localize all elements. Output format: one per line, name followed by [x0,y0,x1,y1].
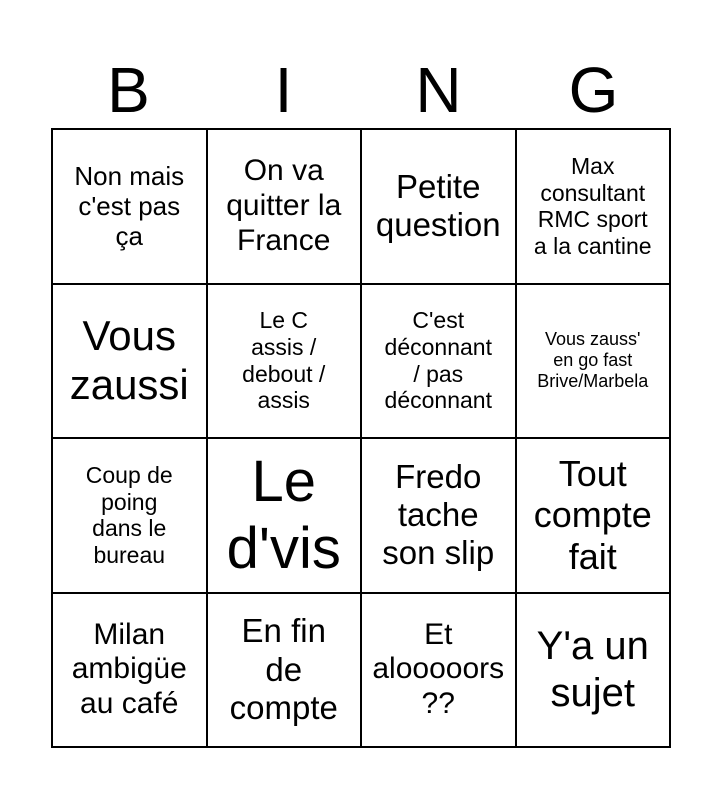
cell-text: Max consultant RMC sport a la cantine [533,152,652,259]
cell-text: Le C assis / debout / assis [242,307,326,414]
cell-text: Fredo tache son slip [382,457,495,572]
bingo-grid [51,128,671,748]
bingo-cell-r2c1[interactable] [52,284,207,439]
bingo-cell-r2c4[interactable] [516,284,671,439]
bingo-cell-r2c3[interactable] [361,284,516,439]
bingo-cell-r4c4[interactable] [516,593,671,748]
bingo-cell-r4c2[interactable] [207,593,362,748]
cell-text: Coup de poing dans le bureau [85,461,173,568]
cell-text: Non mais c'est pas ça [74,161,185,252]
cell-text: Le d'vis [226,448,341,582]
bingo-cell-r3c4[interactable] [516,438,671,593]
cell-text: Vous zauss' en go fast Brive/Marbela [537,329,649,392]
bingo-cell-r4c3[interactable] [361,593,516,748]
bingo-cell-r2c2[interactable] [207,284,362,439]
cell-text: Y'a un sujet [536,624,649,715]
bingo-cell-r3c2[interactable] [207,438,362,593]
header-letter-n: N [415,54,462,126]
bingo-cell-r1c1[interactable] [52,129,207,284]
bingo-cell-r3c1[interactable] [52,438,207,593]
header-letter-b: B [107,54,150,126]
cell-text: En fin de compte [229,612,338,726]
cell-text: On va quitter la France [226,154,342,257]
cell-text: C'est déconnant / pas déconnant [384,307,492,414]
bingo-cell-r1c2[interactable] [207,129,362,284]
bingo-cell-r1c4[interactable] [516,129,671,284]
bingo-header [51,52,671,128]
bingo-cell-r1c3[interactable] [361,129,516,284]
bingo-cell-r4c1[interactable] [52,593,207,748]
header-letter-i: I [274,54,293,126]
bingo-cell-r3c3[interactable] [361,438,516,593]
cell-text: Vous zaussi [69,312,189,408]
cell-text: Milan ambigüe au café [71,617,187,721]
header-letter-g: G [568,54,619,126]
cell-text: Tout compte fait [533,452,652,578]
cell-text: Et alooooors ?? [372,617,505,721]
cell-text: Petite question [375,167,501,244]
